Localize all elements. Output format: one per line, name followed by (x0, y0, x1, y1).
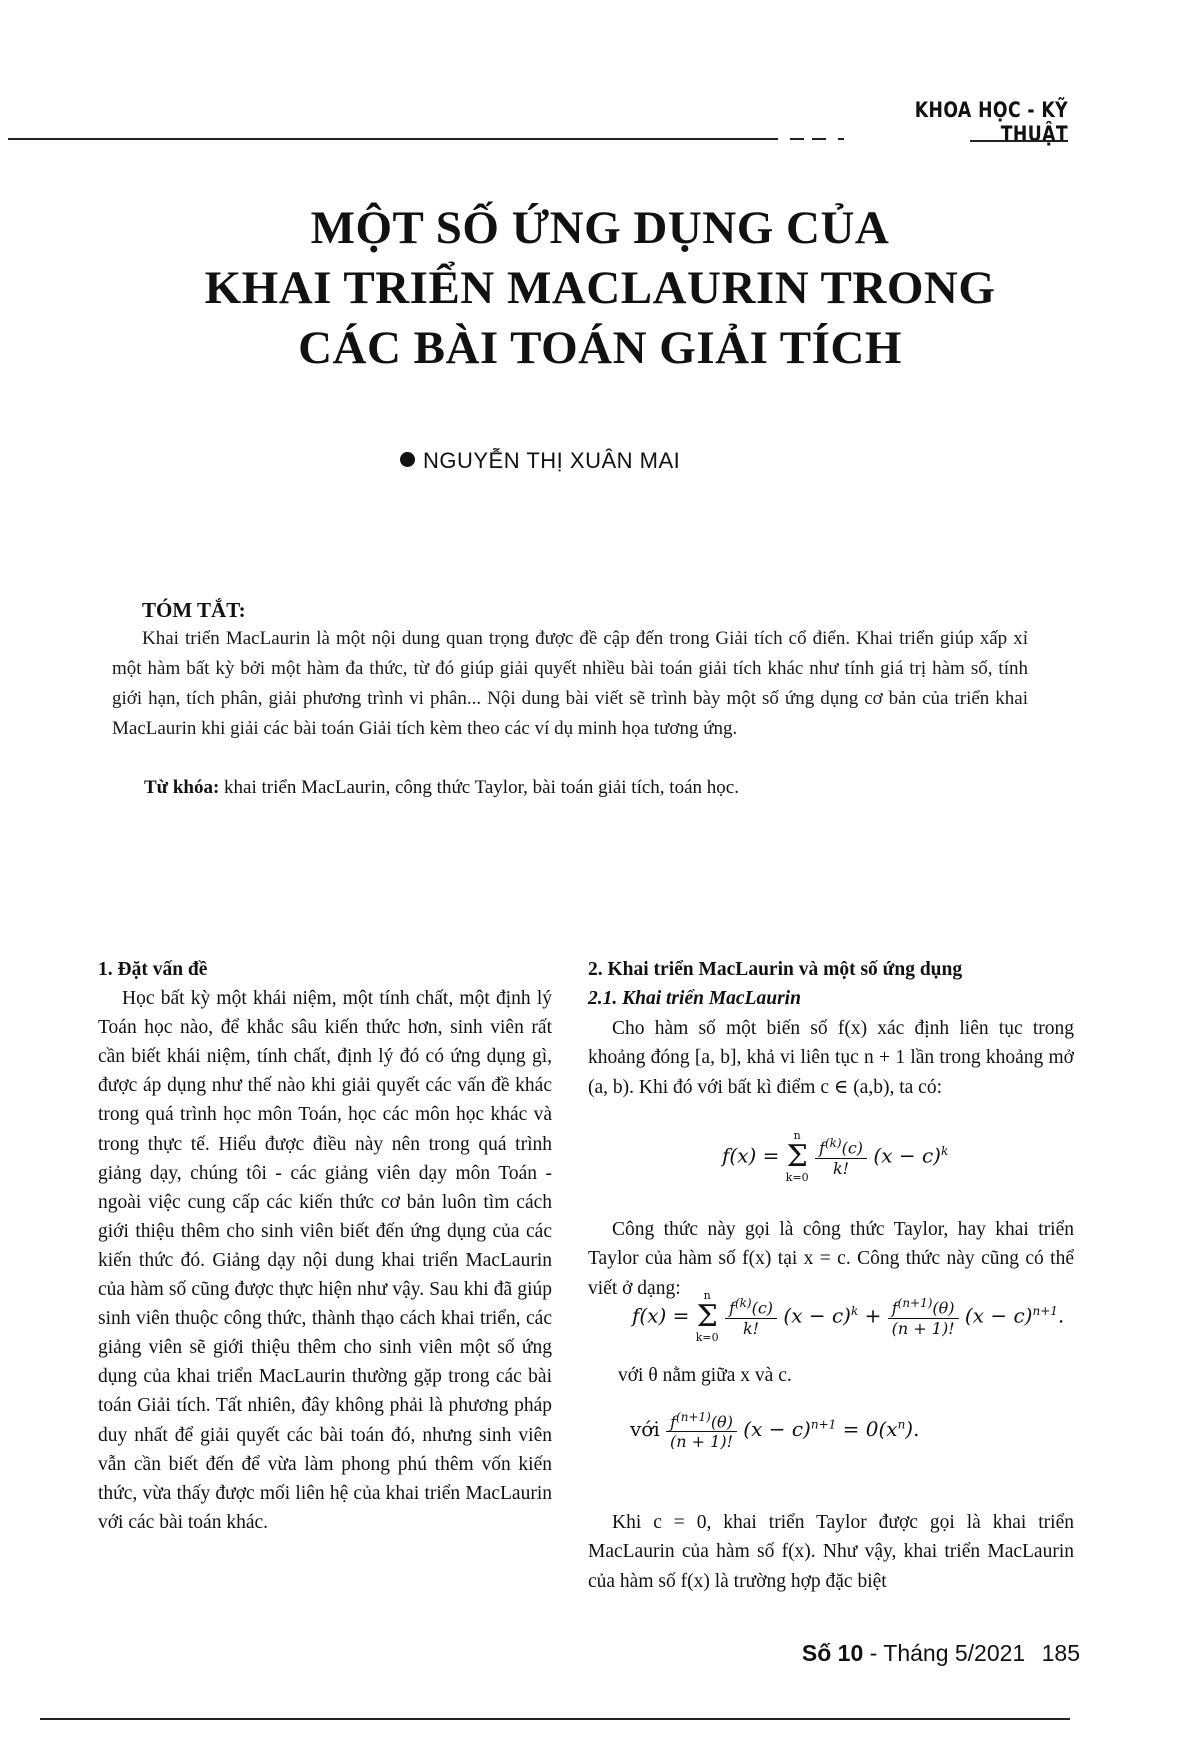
right-column-part (618, 1361, 1104, 1390)
right-column-part (588, 1508, 1074, 1596)
author-name: NGUYỄN THỊ XUÂN MAI (423, 448, 681, 473)
keywords-label: Từ khóa: (144, 777, 220, 798)
paragraph: Học bất kỳ một khái niệm, một tính chất, một định lý Toán học nào, để khắc sâu kiến thức hơn, sinh viên rất cần biết khái niệm, tính chất, định lý đó có ứng dụng gì, được áp dụng như thế nào khi giải quyết các vấn đề khác trong quá trình học môn Toán, học các môn học khác và trong thực tế. Hiểu được điều này nên trong quá trình giảng dạy, chúng tôi - các giảng viên dạy môn Toán - ngoài việc cung cấp các kiến thức cơ bản luôn tìm cách giới thiệu thêm cho sinh viên biết đến ứng dụng của các kiến thức đó. Giảng dạy nội dung khai triển MacLaurin của hàm số cũng được thực hiện như vậy. Sau khi đã giúp sinh viên thuộc công thức, thành thạo cách khai triển, các giảng viên sẽ giới thiệu thêm cho sinh viên một số ứng dụng của khai triển MacLaurin thường gặp trong các bài toán Giải tích. Tất nhiên, đây không phải là phương pháp duy nhất để giải quyết các bài toán đó, nhưng sinh viên vẫn cần biết đến để vừa làm phong phú thêm vốn kiến thức, vừa thấy được mối liên hệ của khai triển MacLaurin với các bài toán khác. (98, 988, 552, 1533)
bullet-icon (400, 452, 415, 467)
paragraph: với θ nằm giữa x và c. (618, 1365, 792, 1386)
remainder-order-equation: với $\frac{f^{(n+1)}(\theta)}{(n + 1)!}$ $(x - c)^{n+1} = 0(x^n)$. (630, 1410, 920, 1452)
keywords-line (144, 773, 1024, 803)
title-line: MỘT SỐ ỨNG DỤNG CỦA (310, 202, 890, 254)
header-rule (8, 138, 778, 140)
author-line (400, 448, 800, 474)
header-rule-right (970, 140, 1068, 142)
paragraph: Công thức này gọi là công thức Taylor, hay khai triển Taylor của hàm số f(x) tại x = c. Công thức này cũng có thể viết ở dạng: (588, 1219, 1074, 1299)
left-column (98, 955, 552, 1537)
header-rule-dash (812, 138, 826, 140)
issue-number: Số 10 (801, 1640, 864, 1666)
abstract-heading: TÓM TẮT: (142, 598, 246, 622)
article-title (100, 198, 1100, 378)
page-number: 185 (1041, 1640, 1080, 1666)
title-line: CÁC BÀI TOÁN GIẢI TÍCH (298, 322, 902, 374)
section-heading: 2. Khai triển MacLaurin và một số ứng dụng (588, 959, 963, 980)
journal-section-label: KHOA HỌC - KỸ THUẬT (914, 98, 1068, 146)
title-line: KHAI TRIỂN MACLAURIN TRONG (204, 262, 996, 314)
header-rule-dash (790, 138, 804, 140)
right-column (588, 955, 1074, 1102)
keywords-text: khai triển MacLaurin, công thức Taylor, bài toán giải tích, toán học. (219, 777, 739, 798)
paragraph: Cho hàm số một biến số f(x) xác định liên tục trong khoảng đóng [a, b], khả vi liên tục n + 1 lần trong khoảng mở (a, b). Khi đó với bất kì điểm c ∈ (a,b), ta có: (588, 1017, 1074, 1098)
issue-date: - Tháng 5/2021 (863, 1640, 1026, 1666)
taylor-equation: f(x) = n Σ k=0 $\frac{f^{(k)}(c)}{k!}$ $(x - c)^k$ (722, 1129, 949, 1184)
header-rule-dash (838, 138, 844, 140)
page-footer (770, 1640, 1080, 1667)
subsection-heading: 2.1. Khai triển MacLaurin (588, 988, 801, 1010)
taylor-remainder-equation: f(x) = n Σ k=0 $\frac{f^{(k)}(c)}{k!}$ $(x - c)^k$ + $\frac{f^{(n+1)}(\theta)}{(n + 1)!}$ $(x - c)^{n+1}$. (632, 1289, 1065, 1344)
abstract-body: Khai triển MacLaurin là một nội dung quan trọng được đề cập đến trong Giải tích cổ điển. Khai triển giúp xấp xỉ một hàm bất kỳ bởi một hàm đa thức, từ đó giúp giải quyết nhiều bài toán giải tích khác như tính giá trị hàm số, tính giới hạn, tích phân, giải phương trình vi phân... Nội dung bài viết sẽ trình bày một số ứng dụng cơ bản của triển khai MacLaurin khi giải các bài toán Giải tích kèm theo các ví dụ minh họa tương ứng. (112, 628, 1028, 739)
section-heading: 1. Đặt vấn đề (98, 959, 208, 980)
footer-rule (40, 1718, 1070, 1720)
paragraph: Khi c = 0, khai triển Taylor được gọi là khai triển MacLaurin của hàm số f(x). Như vậy, khai triển MacLaurin của hàm số f(x) là trường hợp đặc biệt (588, 1512, 1074, 1592)
equation-prefix: với (630, 1417, 660, 1442)
